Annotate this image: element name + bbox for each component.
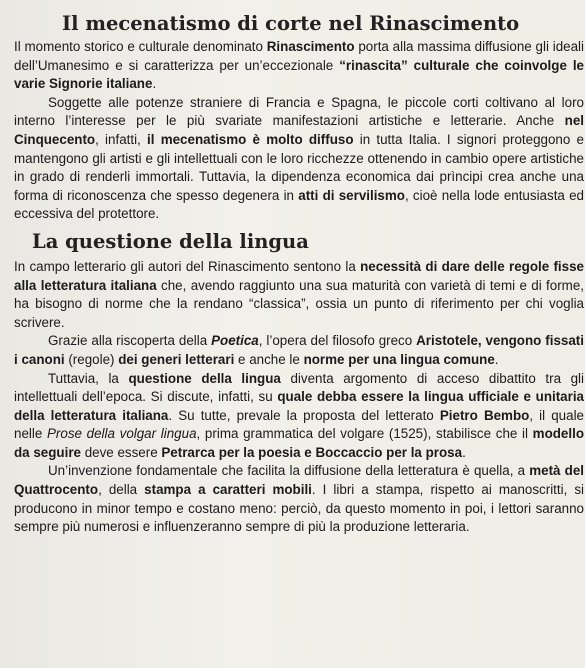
text-run: . [152,76,157,92]
italic-text: Prose della volgar lingua [46,426,197,442]
bold-text: Petrarca per la poesia e Boccaccio per la prosa [161,444,463,460]
text-run: in tutta Italia. I signori proteggono e mantengono gli artisti e gli intellettuali con le loro ricchezze ottenendo in cambio opere artistiche in grado di renderli immortali. Tuttavia, la dipendenza economica dai prìncipi crea anche una forma di riconoscenza che spesso degenera in [14,131,584,203]
text-run: , prima grammatica del volgare (1525), stabilisce che il [196,426,533,442]
bold-text: questione della lingua [128,370,281,386]
paragraph [14,38,584,94]
text-run: . Su tutte, prevale la proposta del letterato [168,407,440,423]
text-run: porta alla massima diffusione gli ideali dell’Umanesimo e si caratterizza per un’eccezionale [14,39,584,73]
paragraph [14,94,584,224]
text-run: diventa argomento di acceso dibattito tra gli intellettuali dell’epoca. Si discute, infatti, su [14,370,585,405]
bold-text: nel Cinquecento [14,113,584,147]
bold-text: atti di servilismo [298,187,405,203]
text-run: , il quale nelle [14,407,584,442]
text-run: deve essere [80,444,162,460]
text-run: , l’opera del filosofo greco [258,333,417,349]
text-run: Un’invenzione fondamentale che facilita la diffusione della letteratura è quella, a [48,463,530,479]
bold-text: il mecenatismo è molto diffuso [147,131,354,147]
bold-text: dei generi letterari [118,351,235,367]
bold-text: quale debba essere la lingua ufficiale e unitaria della letteratura italiana [14,389,585,423]
text-run: , infatti, [95,131,148,147]
paragraph [14,258,584,332]
text-run: che, avendo raggiunto una sua maturità con varietà di temi e di forme, ha bisogno di norme che la rendano “classica”, ossia un punto di riferimento per chi voglia scrivere. [14,277,584,330]
text-run: Soggette alle potenze straniere di Francia e Spagna, le piccole corti coltivano al loro interno l’interesse per le più svariate manifestazioni artistiche e letterarie. Anche [14,94,584,129]
bold-text: necessità di dare delle regole fisse alla letteratura italiana [14,258,584,293]
section-title-mecenatismo: Il mecenatismo di corte nel Rinascimento [62,12,520,35]
page-content [14,12,584,537]
text-run: . [494,351,499,367]
bold-text: Poetica [211,333,259,349]
paragraph [14,370,584,463]
text-run: Tuttavia, la [48,370,129,386]
text-run: . I libri a stampa, rispetto ai manoscritti, si producono in minor tempo e costano meno: perciò, da questo momento in poi, i lettori saranno sempre più numerosi e influenzeranno sempre di più la produzione letteraria. [14,482,585,535]
bold-text: stampa a caratteri mobili [144,482,312,498]
text-run: e anche le [234,351,304,367]
text-run: , cioè nella lode entusiasta ed eccessiva del protettore. [14,187,584,222]
text-run: In campo letterario gli autori del Rinascimento sentono la [14,258,361,274]
bold-text: metà del Quattrocento [14,463,585,498]
text-run: Il momento storico e culturale denominato [14,39,267,54]
text-run: . [462,444,466,460]
paragraph [14,462,584,536]
text-run: Grazie alla riscoperta della [48,333,212,349]
paragraph [14,332,584,369]
bold-text: Rinascimento [266,39,355,54]
bold-text: Pietro Bembo [439,407,530,423]
text-run: (regole) [64,351,119,367]
section-title-questione-lingua: La questione della lingua [32,229,309,253]
text-run: , della [98,482,145,498]
bold-text: “rinascita” culturale che coinvolge le varie Signorie italiane [14,57,585,92]
bold-text: norme per una lingua comune [303,351,495,367]
bold-text: modello da seguire [14,426,585,460]
bold-text: Aristotele, vengono fissati i canoni [14,333,584,367]
